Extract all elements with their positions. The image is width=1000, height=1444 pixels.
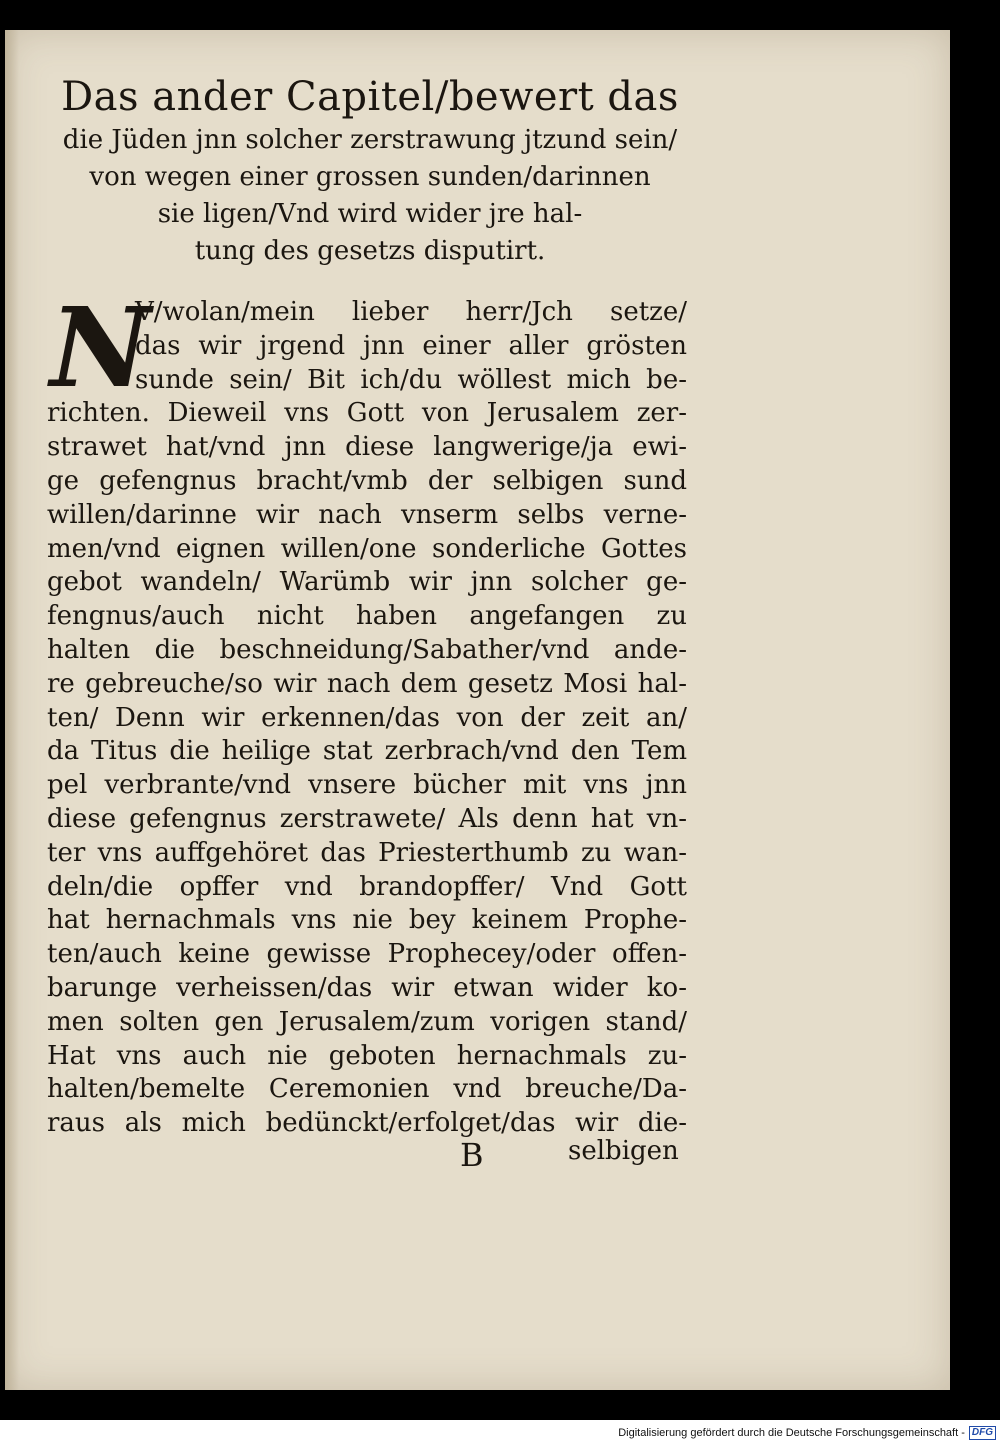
chapter-heading <box>50 72 690 270</box>
heading-line: tung des gesetzs disputirt. <box>194 236 546 266</box>
text-line: das wir jrgend jnn einer aller grösten <box>135 330 687 361</box>
text-line: ter vns auffgehöret das Priesterthumb zu wan- <box>47 837 687 868</box>
text-line: sunde sein/ Bit ich/du wöllest mich be- <box>135 364 687 395</box>
heading-line: von wegen einer grossen sunden/darinnen <box>89 162 651 192</box>
text-line: halten/bemelte Ceremonien vnd breuche/Da- <box>47 1074 687 1105</box>
text-line: diese gefengnus zerstrawete/ Als denn hat vn- <box>47 803 687 834</box>
text-line: Hat vns auch nie geboten hernachmals zu- <box>47 1040 687 1071</box>
text-line: re gebreuche/so wir nach dem gesetz Mosi hal- <box>47 668 687 699</box>
text-line: V/wolan/mein lieber herr/Jch setze/ <box>135 297 687 327</box>
text-line: gebot wandeln/ Warümb wir jnn solcher ge- <box>47 567 687 598</box>
heading-line: Das ander Capitel/bewert das <box>61 74 679 120</box>
decorated-initial: N <box>50 283 151 412</box>
text-line: men solten gen Jerusalem/zum vorigen stand/ <box>47 1006 687 1037</box>
text-line: ten/ Denn wir erkennen/das von der zeit an/ <box>47 702 687 733</box>
dfg-logo: DFG <box>969 1426 996 1440</box>
signature-mark: B <box>460 1136 484 1174</box>
text-line: hat hernachmals vns nie bey keinem Prophe- <box>47 905 687 936</box>
text-line: da Titus die heilige stat zerbrach/vnd den Tem <box>47 736 687 767</box>
heading-line: die Jüden jnn solcher zerstrawung jtzund sein/ <box>62 125 678 155</box>
funding-credit: Digitalisierung gefördert durch die Deutsche Forschungsgemeinschaft - <box>618 1427 965 1439</box>
text-line: willen/darinne wir nach vnserm selbs verne- <box>47 499 687 530</box>
text-line: raus als mich bedünckt/erfolget/das wir die- <box>47 1108 687 1139</box>
body-text <box>47 283 687 1141</box>
text-line: richten. Dieweil vns Gott von Jerusalem zer- <box>47 398 687 429</box>
heading-line: sie ligen/Vnd wird wider jre hal- <box>157 199 583 229</box>
catchword: selbigen <box>568 1136 679 1166</box>
text-line: halten die beschneidung/Sabather/vnd ande- <box>47 634 687 665</box>
text-line: ge gefengnus bracht/vmb der selbigen sund <box>47 465 687 496</box>
text-line: strawet hat/vnd jnn diese langwerige/ja ewi- <box>47 432 687 463</box>
text-line: men/vnd eignen willen/one sonderliche Gottes <box>47 533 687 564</box>
text-line: deln/die opffer vnd brandopffer/ Vnd Gott <box>47 871 687 902</box>
digitization-footer <box>0 1423 1000 1444</box>
text-line: fengnus/auch nicht haben angefangen zu <box>47 601 687 632</box>
text-line: ten/auch keine gewisse Prophecey/oder offen- <box>47 939 687 970</box>
text-line: pel verbrante/vnd vnsere bücher mit vns jnn <box>47 770 687 801</box>
text-line: barunge verheissen/das wir etwan wider ko- <box>47 972 687 1003</box>
